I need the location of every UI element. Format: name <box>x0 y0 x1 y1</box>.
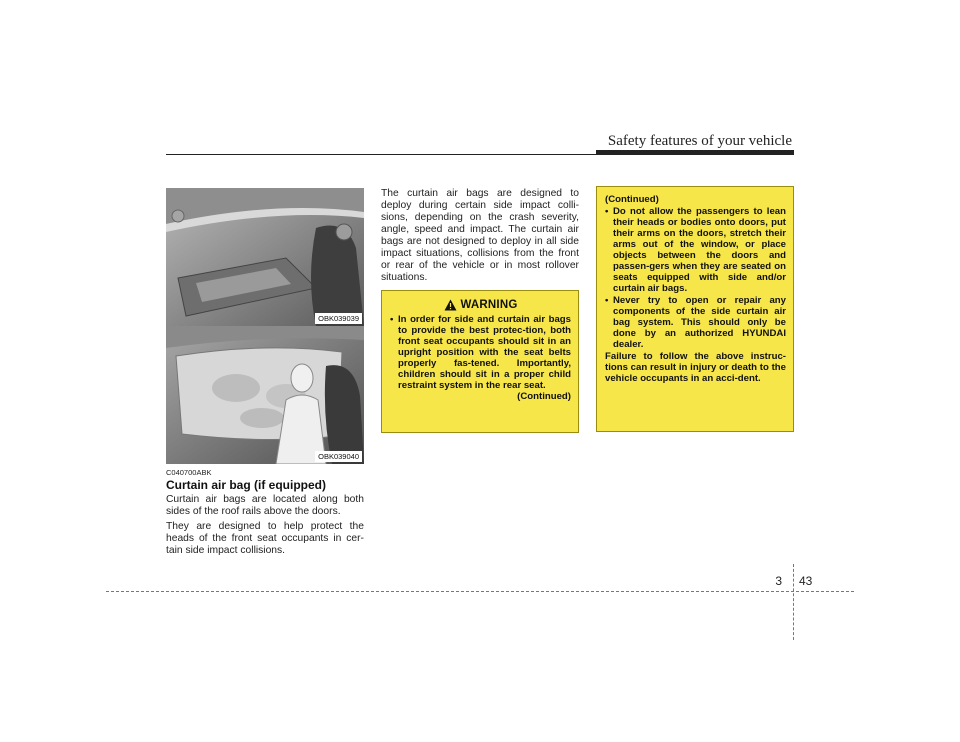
warning-box <box>381 290 579 433</box>
continued-item: • Never try to open or repair any components of the side curtain air bag system. This should only be done by an authorized HYUNDAI dealer. <box>605 295 786 350</box>
warning-title: WARNING <box>460 299 518 311</box>
footer-divider <box>793 564 794 640</box>
footer-rule <box>106 591 854 592</box>
paragraph-purpose: They are designed to help protect the heads of the front seat occupants in cer-tain side impact collisions. <box>166 521 364 556</box>
car-interior-illustration <box>166 188 364 326</box>
figure-curtain-airbag-stowed <box>166 188 364 326</box>
header-rule-accent <box>596 150 794 155</box>
warning-continued-box <box>596 186 794 432</box>
footer-section-number: 3 <box>775 574 782 588</box>
figure-code-label: OBK039039 <box>315 313 362 324</box>
paragraph-deployment: The curtain air bags are designed to deploy during certain side impact colli-sions, depending on the crash severity, angle, speed and impact. The curtain air bags are not designed to deploy in all side impact situations, collisions from the front or rear of the vehicle or in most rollover situations. <box>381 188 579 283</box>
page-header-title: Safety features of your vehicle <box>607 133 792 149</box>
continued-footer: Failure to follow the above instruc-tions can result in injury or death to the vehicle occupants in an acci-dent. <box>605 351 786 384</box>
section-title: Curtain air bag (if equipped) <box>166 478 327 492</box>
car-interior-deployed-illustration <box>166 326 364 464</box>
warning-item: • In order for side and curtain air bags to provide the best protec-tion, both front seat occupants should sit in an upright position with the seat belts properly fas-tened. Importantly, children should sit in a proper child restraint system in the rear seat. <box>390 314 571 391</box>
paragraph-location: Curtain air bags are located along both sides of the roof rails above the doors. <box>166 494 364 517</box>
section-code: C040700ABK <box>166 468 212 477</box>
continued-item: • Do not allow the passengers to lean their heads or bodies onto doors, put their arms on the doors, stretch their arms out of the window, or place objects between the doors and passen-gers when they are seated on seats equipped with side and/or curtain air bags. <box>605 206 786 294</box>
warning-continued-label: (Continued) <box>517 391 571 402</box>
warning-triangle-icon <box>444 299 457 311</box>
warning-header <box>390 299 571 311</box>
warning-list <box>390 314 571 391</box>
continued-heading: (Continued) <box>605 194 659 205</box>
figure-curtain-airbag-deployed <box>166 326 364 464</box>
continued-list <box>605 206 786 350</box>
figure-code-label: OBK039040 <box>315 451 362 462</box>
footer-page-number: 43 <box>799 574 813 588</box>
